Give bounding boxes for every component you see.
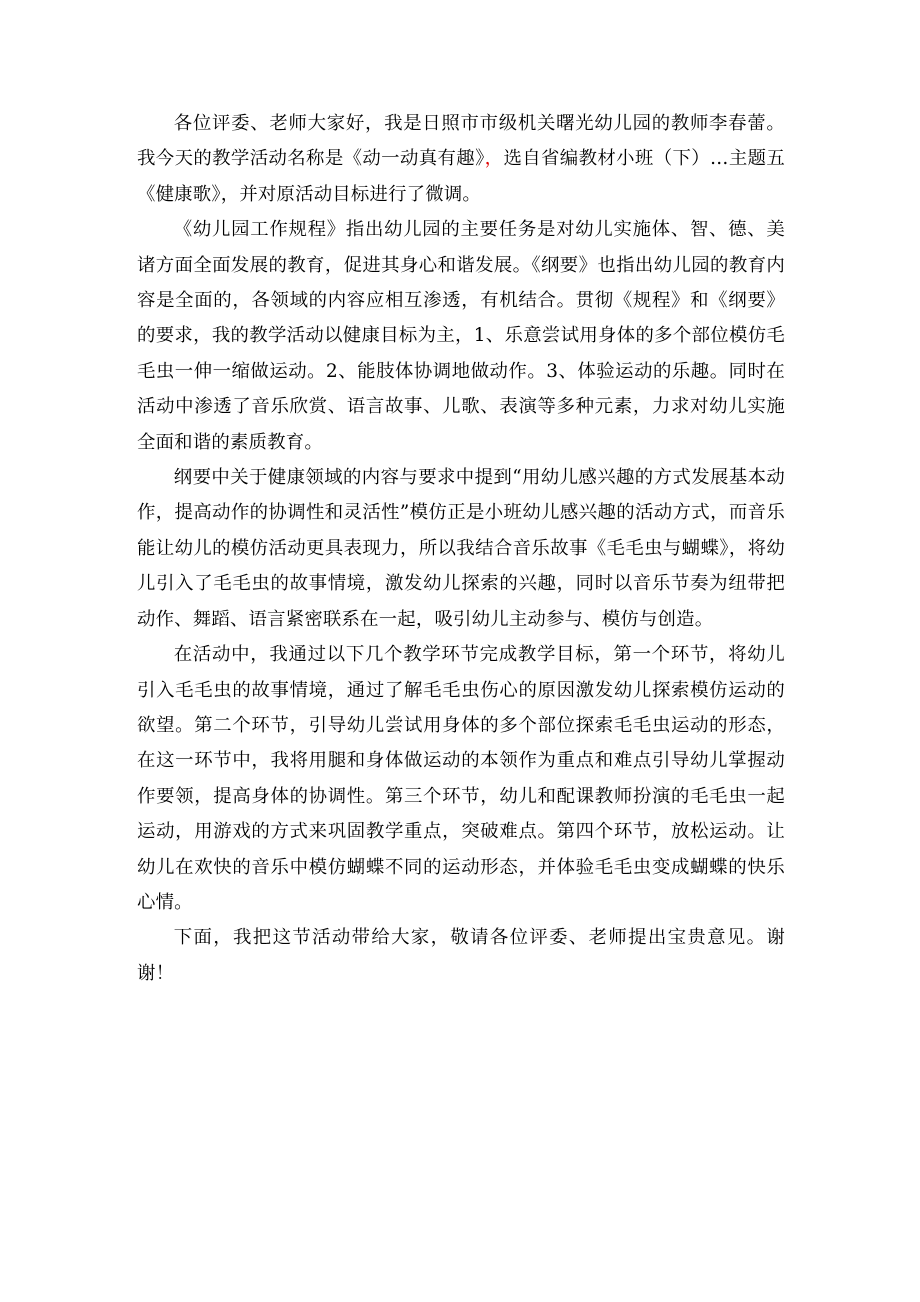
document-body [137,106,785,991]
paragraph-intro [137,106,785,212]
highlighted-comma: ， [484,148,504,170]
paragraph-intro-text-end: 选自省编教材小班（下）…主题五《健康歌》，并对原活动目标进行了微调。 [137,148,785,205]
paragraph-intro-text-start: 各位评委、老师大家好，我是日照市市级机关曙光幼儿园的教师李春蕾。我今天的教学活动名称是《动一动真有趣》 [137,113,785,170]
paragraph-goals: 《幼儿园工作规程》指出幼儿园的主要任务是对幼儿实施体、智、德、美诸方面全面发展的教育，促进其身心和谐发展。《纲要》也指出幼儿园的教育内容是全面的，各领域的内容应相互渗透，有机结合。贯彻《规程》和《纲要》的要求，我的教学活动以健康目标为主，1、乐意尝试用身体的多个部位模仿毛毛虫一伸一缩做运动。2、能肢体协调地做动作。3、体验运动的乐趣。同时在活动中渗透了音乐欣赏、语言故事、儿歌、表演等多种元素，力求对幼儿实施全面和谐的素质教育。 [137,219,785,453]
paragraph-closing: 下面，我把这节活动带给大家，敬请各位评委、老师提出宝贵意见。谢谢！ [137,927,785,984]
paragraph-method: 纲要中关于健康领域的内容与要求中提到“用幼儿感兴趣的方式发展基本动作，提高动作的协调性和灵活性”模仿正是小班幼儿感兴趣的活动方式，而音乐能让幼儿的模仿活动更具表现力，所以我结合音乐故事《毛毛虫与蝴蝶》，将幼儿引入了毛毛虫的故事情境，激发幼儿探索的兴趣，同时以音乐节奏为纽带把动作、舞蹈、语言紧密联系在一起，吸引幼儿主动参与、模仿与创造。 [137,467,785,630]
paragraph-process: 在活动中，我通过以下几个教学环节完成教学目标，第一个环节，将幼儿引入毛毛虫的故事情境，通过了解毛毛虫伤心的原因激发幼儿探索模仿运动的欲望。第二个环节，引导幼儿尝试用身体的多个部位探索毛毛虫运动的形态，在这一环节中，我将用腿和身体做运动的本领作为重点和难点引导幼儿掌握动作要领，提高身体的协调性。第三个环节，幼儿和配课教师扮演的毛毛虫一起运动，用游戏的方式来巩固教学重点，突破难点。第四个环节，放松运动。让幼儿在欢快的音乐中模仿蝴蝶不同的运动形态，并体验毛毛虫变成蝴蝶的快乐心情。 [137,644,785,913]
